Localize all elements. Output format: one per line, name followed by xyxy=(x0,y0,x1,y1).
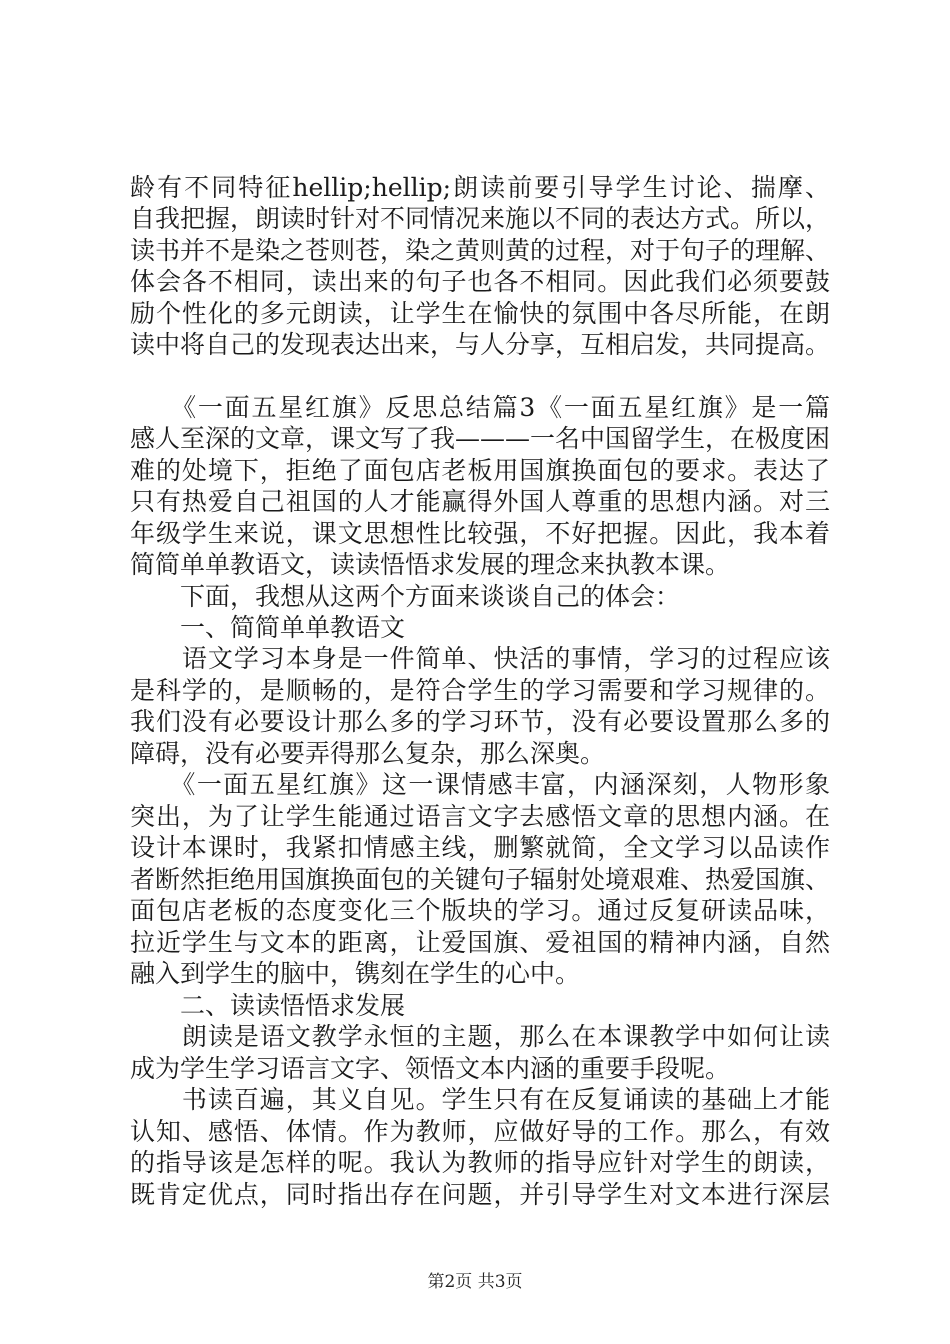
text-line: 我们没有必要设计那么多的学习环节，没有必要设置那么多的 xyxy=(130,707,830,736)
text-line: 设计本课时，我紧扣情感主线，删繁就简，全文学习以品读作 xyxy=(130,833,830,862)
text-line: 简简单单教语文，读读悟悟求发展的理念来执教本课。 xyxy=(130,550,731,579)
text-line: 障碍，没有必要弄得那么复杂，那么深奥。 xyxy=(130,739,606,768)
text-line: 者断然拒绝用国旗换面包的关键句子辐射处境艰难、热爱国旗、 xyxy=(130,865,830,894)
text-line: 成为学生学习语言文字、领悟文本内涵的重要手段呢。 xyxy=(130,1054,731,1083)
text-line: 语文学习本身是一件简单、快活的事情，学习的过程应该 xyxy=(130,644,830,673)
text-line: 的指导该是怎样的呢。我认为教师的指导应针对学生的朗读， xyxy=(130,1148,830,1177)
text-line: 融入到学生的脑中，镌刻在学生的心中。 xyxy=(130,959,581,988)
text-line: 感人至深的文章，课文写了我———一名中国留学生，在极度困 xyxy=(130,424,830,453)
text-line: 认知、感悟、体情。作为教师，应做好导的工作。那么，有效 xyxy=(130,1117,830,1146)
section-heading: 一、简简单单教语文 xyxy=(130,613,406,642)
text-line: 面包店老板的态度变化三个版块的学习。通过反复研读品味， xyxy=(130,896,830,925)
text-line: 下面，我想从这两个方面来谈谈自己的体会： xyxy=(130,582,681,611)
text-line: 难的处境下，拒绝了面包店老板用国旗换面包的要求。表达了 xyxy=(130,456,830,485)
text-line: 体会各不相同，读出来的句子也各不相同。因此我们必须要鼓 xyxy=(130,267,830,296)
page-footer: 第2页 共3页 xyxy=(427,1272,523,1292)
text-line: 年级学生来说，课文思想性比较强，不好把握。因此，我本着 xyxy=(130,519,830,548)
text-line: 励个性化的多元朗读，让学生在愉快的氛围中各尽所能，在朗 xyxy=(130,299,830,328)
text-line: 《一面五星红旗》反思总结篇3《一面五星红旗》是一篇 xyxy=(130,393,830,422)
text-line: 只有热爱自己祖国的人才能赢得外国人尊重的思想内涵。对三 xyxy=(130,487,830,516)
section-heading: 二、读读悟悟求发展 xyxy=(130,991,406,1020)
text-line: 读中将自己的发现表达出来，与人分享，互相启发，共同提高。 xyxy=(130,330,830,359)
text-line: 《一面五星红旗》这一课情感丰富，内涵深刻，人物形象 xyxy=(130,770,830,799)
text-line: 朗读是语文教学永恒的主题，那么在本课教学中如何让读 xyxy=(130,1022,830,1051)
text-line: 书读百遍，其义自见。学生只有在反复诵读的基础上才能 xyxy=(130,1085,830,1114)
text-line: 读书并不是染之苍则苍，染之黄则黄的过程，对于句子的理解、 xyxy=(130,236,830,265)
text-line: 既肯定优点，同时指出存在问题，并引导学生对文本进行深层 xyxy=(130,1180,830,1209)
text-line: 拉近学生与文本的距离，让爱国旗、爱祖国的精神内涵，自然 xyxy=(130,928,830,957)
text-line: 自我把握，朗读时针对不同情况来施以不同的表达方式。所以， xyxy=(130,204,830,233)
text-line: 是科学的，是顺畅的，是符合学生的学习需要和学习规律的。 xyxy=(130,676,830,705)
text-line: 突出，为了让学生能通过语言文字去感悟文章的思想内涵。在 xyxy=(130,802,830,831)
text-line: 龄有不同特征hellip;hellip;朗读前要引导学生讨论、揣摩、 xyxy=(130,173,830,202)
